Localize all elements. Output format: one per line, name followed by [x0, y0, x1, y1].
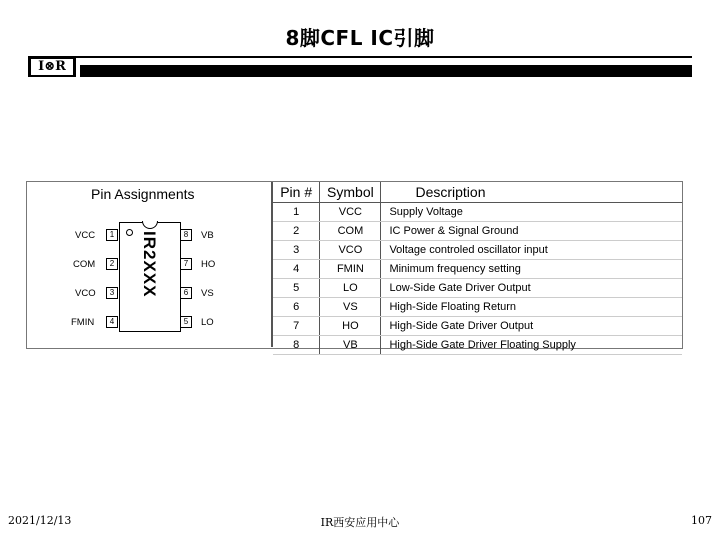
cell-pin: 8 — [273, 336, 320, 355]
cell-description: High-Side Gate Driver Output — [381, 317, 682, 336]
company-logo — [28, 57, 76, 77]
cell-symbol: VB — [320, 336, 381, 355]
cell-pin: 1 — [273, 203, 320, 222]
pin-number-box: 3 — [106, 287, 118, 299]
cell-symbol: LO — [320, 279, 381, 298]
pin-number-box: 6 — [180, 287, 192, 299]
cell-symbol: COM — [320, 222, 381, 241]
right-pin-label: VB — [201, 230, 214, 241]
cell-symbol: FMIN — [320, 260, 381, 279]
header-rule — [28, 56, 692, 78]
cell-description: Voltage controled oscillator input — [381, 241, 682, 260]
cell-pin: 6 — [273, 298, 320, 317]
cell-description: Supply Voltage — [381, 203, 682, 222]
cell-pin: 7 — [273, 317, 320, 336]
footer-page-number: 107 — [691, 514, 712, 527]
table-row — [273, 298, 682, 317]
table-row — [273, 336, 682, 355]
left-pin-label: VCC — [75, 230, 96, 241]
table-row — [273, 241, 682, 260]
left-pin-label: VCO — [75, 288, 96, 299]
pin-number-box: 8 — [180, 229, 192, 241]
table-row — [273, 260, 682, 279]
footer-date: 2021/12/13 — [8, 514, 72, 527]
ic-chip-body — [119, 222, 181, 332]
cell-pin: 3 — [273, 241, 320, 260]
pin-assignment-figure — [26, 181, 683, 349]
cell-description: IC Power & Signal Ground — [381, 222, 682, 241]
table-header-row — [273, 182, 682, 203]
pin-description-table — [273, 182, 682, 355]
right-pin-label: LO — [201, 317, 214, 328]
pin-number-box: 1 — [106, 229, 118, 241]
table-row — [273, 317, 682, 336]
right-pin-label: HO — [201, 259, 216, 270]
table-row — [273, 203, 682, 222]
cell-symbol: VS — [320, 298, 381, 317]
pin-number-box: 5 — [180, 316, 192, 328]
chip-label: IR2XXX — [140, 231, 159, 298]
cell-description: High-Side Floating Return — [381, 298, 682, 317]
cell-symbol: HO — [320, 317, 381, 336]
pin-number-box: 4 — [106, 316, 118, 328]
cell-pin: 5 — [273, 279, 320, 298]
pin-number-box: 2 — [106, 258, 118, 270]
header-pin: Pin # — [273, 182, 320, 203]
pin-assignments-title: Pin Assignments — [91, 186, 195, 202]
cell-pin: 2 — [273, 222, 320, 241]
table-row — [273, 222, 682, 241]
slide-title: 8脚CFL IC引脚 — [285, 26, 435, 50]
header-symbol: Symbol — [320, 182, 381, 203]
pin1-dot — [126, 229, 133, 236]
logo-text: I⊗R — [31, 59, 73, 75]
left-pin-label: COM — [73, 259, 96, 270]
cell-description: Low-Side Gate Driver Output — [381, 279, 682, 298]
cell-description: Minimum frequency setting — [381, 260, 682, 279]
footer-center-text: IR西安应用中心 — [320, 516, 400, 529]
right-pin-label: VS — [201, 288, 214, 299]
cell-symbol: VCC — [320, 203, 381, 222]
header-thin-line — [28, 56, 692, 58]
chip-notch — [142, 221, 158, 229]
left-pin-label: FMIN — [71, 317, 95, 328]
header-thick-bar — [80, 65, 692, 77]
table-row — [273, 279, 682, 298]
cell-pin: 4 — [273, 260, 320, 279]
cell-description: High-Side Gate Driver Floating Supply — [381, 336, 682, 355]
pin-number-box: 7 — [180, 258, 192, 270]
cell-symbol: VCO — [320, 241, 381, 260]
header-description: Description — [381, 182, 682, 203]
